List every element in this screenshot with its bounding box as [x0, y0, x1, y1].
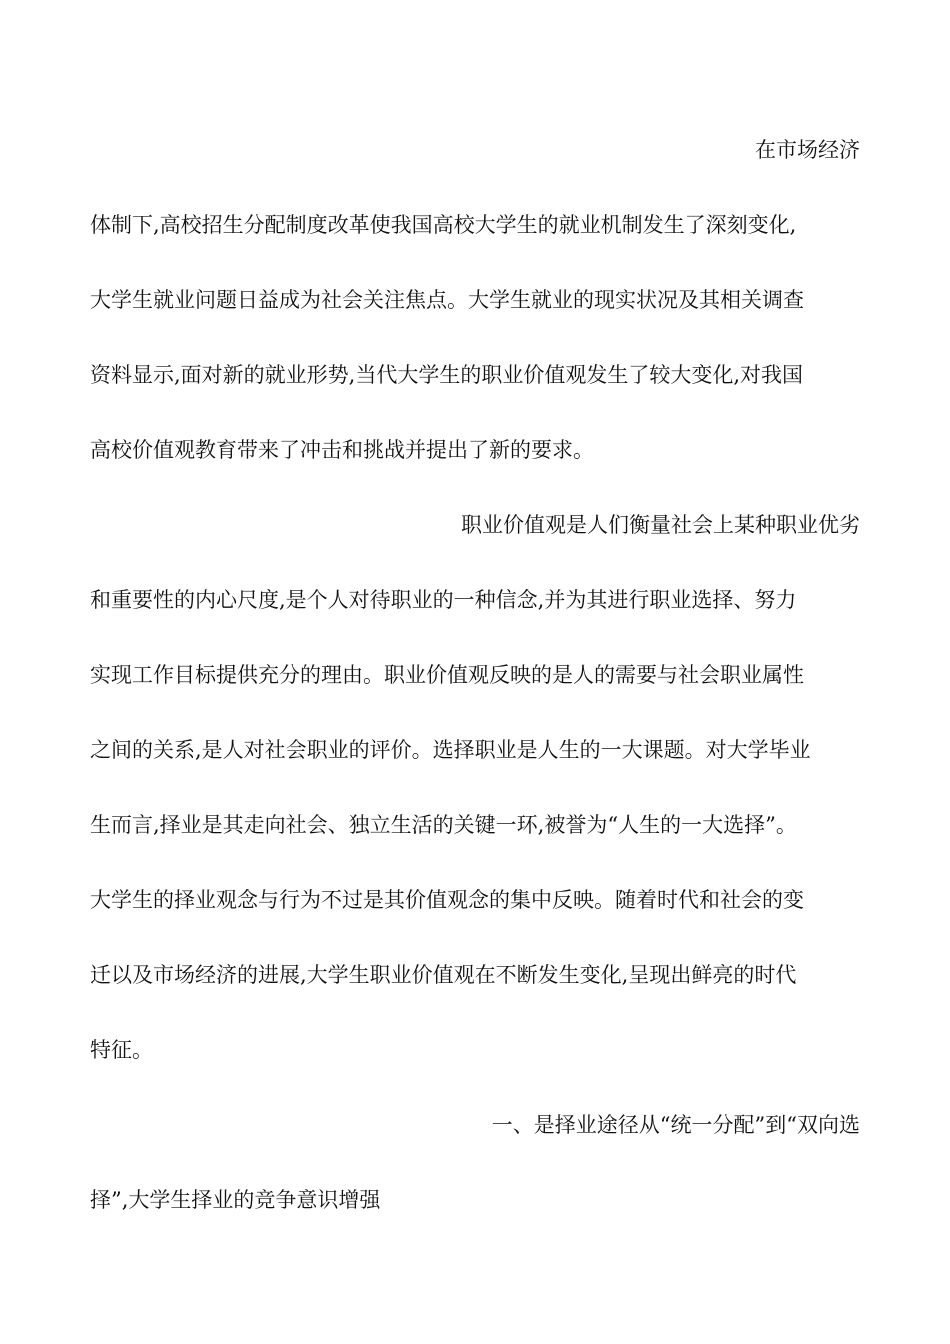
paragraph-1-line-5: 高校价值观教育带来了冲击和挑战并提出了新的要求。 — [90, 438, 594, 462]
paragraph-1-line-3: 大学生就业问题日益成为社会关注焦点。大学生就业的现实状况及其相关调查 — [90, 288, 804, 312]
paragraph-2-line-7: 迁以及市场经济的进展,大学生职业价值观在不断发生变化,呈现出鲜亮的时代 — [90, 963, 797, 987]
paragraph-2-line-4: 之间的关系,是人对社会职业的评价。选择职业是人生的一大课题。对大学毕业 — [90, 738, 811, 762]
paragraph-2-line-3: 实现工作目标提供充分的理由。职业价值观反映的是人的需要与社会职业属性 — [90, 663, 804, 687]
paragraph-2-line-1: 职业价值观是人们衡量社会上某种职业优劣 — [461, 513, 860, 537]
section-heading-line-1: 一、是择业途径从“统一分配”到“双向选 — [491, 1113, 860, 1137]
paragraph-1-line-2: 体制下,高校招生分配制度改革使我国高校大学生的就业机制发生了深刻变化, — [90, 213, 797, 237]
paragraph-2-line-2: 和重要性的内心尺度,是个人对待职业的一种信念,并为其进行职业选择、努力 — [90, 588, 797, 612]
paragraph-2-line-6: 大学生的择业观念与行为不过是其价值观念的集中反映。随着时代和社会的变 — [90, 888, 804, 912]
paragraph-1-line-4: 资料显示,面对新的就业形势,当代大学生的职业价值观发生了较大变化,对我国 — [90, 363, 804, 387]
paragraph-2-line-5: 生而言,择业是其走向社会、独立生活的关键一环,被誉为“人生的一大选择”。 — [90, 813, 797, 837]
paragraph-2-line-8: 特征。 — [90, 1038, 153, 1062]
section-heading-line-2: 择”,大学生择业的竞争意识增强 — [90, 1188, 381, 1212]
paragraph-1-line-1: 在市场经济 — [755, 138, 860, 162]
